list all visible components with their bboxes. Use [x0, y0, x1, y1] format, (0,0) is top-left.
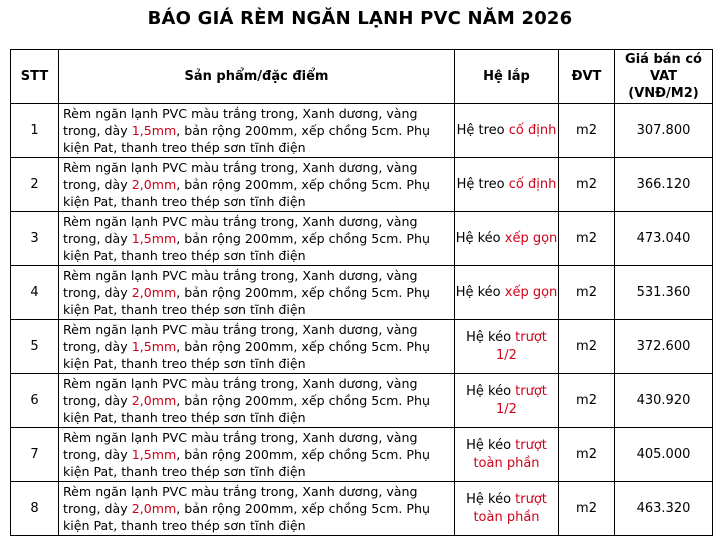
- row-description: [59, 320, 455, 374]
- header-stt: STT: [11, 50, 59, 104]
- desc-text-b: , bản rộng 200mm, xếp chồng 5cm. Phụ kiện Pat, thanh treo thép sơn tĩnh điện: [63, 177, 430, 209]
- desc-text-a: Rèm ngăn lạnh PVC màu trắng trong, Xanh dương, vàng trong, dày: [63, 106, 418, 138]
- system-mode: trượt toàn phần: [473, 491, 547, 525]
- row-price: 307.800: [615, 104, 713, 158]
- thickness-value: 2,0mm: [131, 177, 177, 192]
- desc-text-b: , bản rộng 200mm, xếp chồng 5cm. Phụ kiện Pat, thanh treo thép sơn tĩnh điện: [63, 123, 430, 155]
- row-price: 366.120: [615, 158, 713, 212]
- system-type: Hệ kéo: [455, 230, 505, 246]
- row-description: [59, 374, 455, 428]
- table-row: [11, 266, 713, 320]
- header-price-line2: VAT: [649, 69, 678, 84]
- thickness-value: 1,5mm: [131, 231, 177, 246]
- row-price: 372.600: [615, 320, 713, 374]
- row-system: [455, 482, 559, 536]
- row-stt: 5: [11, 320, 59, 374]
- row-unit: m2: [559, 266, 615, 320]
- row-price: 473.040: [615, 212, 713, 266]
- row-unit: m2: [559, 104, 615, 158]
- thickness-value: 1,5mm: [131, 447, 177, 462]
- row-description: [59, 158, 455, 212]
- system-type: Hệ kéo: [466, 491, 516, 507]
- thickness-value: 2,0mm: [131, 393, 177, 408]
- header-system: Hệ lắp: [455, 50, 559, 104]
- thickness-value: 1,5mm: [131, 123, 177, 138]
- header-price: [615, 50, 713, 104]
- desc-text-b: , bản rộng 200mm, xếp chồng 5cm. Phụ kiện Pat, thanh treo thép sơn tĩnh điện: [63, 285, 430, 317]
- row-price: 531.360: [615, 266, 713, 320]
- row-system: [455, 320, 559, 374]
- row-description: [59, 104, 455, 158]
- row-stt: 3: [11, 212, 59, 266]
- header-product: Sản phẩm/đặc điểm: [59, 50, 455, 104]
- page-title: BÁO GIÁ RÈM NGĂN LẠNH PVC NĂM 2026: [147, 8, 573, 29]
- system-mode: trượt 1/2: [496, 383, 547, 417]
- thickness-value: 2,0mm: [131, 285, 177, 300]
- row-unit: m2: [559, 482, 615, 536]
- table-row: [11, 428, 713, 482]
- row-system: [455, 212, 559, 266]
- header-unit: ĐVT: [559, 50, 615, 104]
- system-mode: xếp gọn: [504, 230, 558, 246]
- desc-text-b: , bản rộng 200mm, xếp chồng 5cm. Phụ kiện Pat, thanh treo thép sơn tĩnh điện: [63, 501, 430, 533]
- system-mode: cố định: [508, 176, 557, 192]
- price-table: [10, 49, 713, 536]
- system-mode: trượt toàn phần: [473, 437, 547, 471]
- row-description: [59, 266, 455, 320]
- table-row: [11, 212, 713, 266]
- row-unit: m2: [559, 374, 615, 428]
- desc-text-b: , bản rộng 200mm, xếp chồng 5cm. Phụ kiện Pat, thanh treo thép sơn tĩnh điện: [63, 231, 430, 263]
- row-system: [455, 428, 559, 482]
- row-description: [59, 212, 455, 266]
- desc-text-a: Rèm ngăn lạnh PVC màu trắng trong, Xanh dương, vàng trong, dày: [63, 430, 418, 462]
- thickness-value: 2,0mm: [131, 501, 177, 516]
- row-stt: 8: [11, 482, 59, 536]
- row-stt: 1: [11, 104, 59, 158]
- row-price: 405.000: [615, 428, 713, 482]
- desc-text-a: Rèm ngăn lạnh PVC màu trắng trong, Xanh dương, vàng trong, dày: [63, 484, 418, 516]
- system-mode: cố định: [508, 122, 557, 138]
- desc-text-a: Rèm ngăn lạnh PVC màu trắng trong, Xanh dương, vàng trong, dày: [63, 322, 418, 354]
- row-price: 430.920: [615, 374, 713, 428]
- row-stt: 7: [11, 428, 59, 482]
- row-price: 463.320: [615, 482, 713, 536]
- desc-text-b: , bản rộng 200mm, xếp chồng 5cm. Phụ kiện Pat, thanh treo thép sơn tĩnh điện: [63, 447, 430, 479]
- row-stt: 2: [11, 158, 59, 212]
- desc-text-a: Rèm ngăn lạnh PVC màu trắng trong, Xanh dương, vàng trong, dày: [63, 214, 418, 246]
- table-row: [11, 104, 713, 158]
- desc-text-a: Rèm ngăn lạnh PVC màu trắng trong, Xanh dương, vàng trong, dày: [63, 268, 418, 300]
- desc-text-a: Rèm ngăn lạnh PVC màu trắng trong, Xanh dương, vàng trong, dày: [63, 160, 418, 192]
- row-stt: 4: [11, 266, 59, 320]
- system-type: Hệ kéo: [466, 383, 516, 399]
- table-row: [11, 158, 713, 212]
- header-price-line3: (VNĐ/M2): [628, 86, 699, 101]
- table-row: [11, 374, 713, 428]
- table-row: [11, 320, 713, 374]
- system-type: Hệ kéo: [466, 437, 516, 453]
- row-system: [455, 374, 559, 428]
- row-unit: m2: [559, 158, 615, 212]
- row-system: [455, 266, 559, 320]
- desc-text-b: , bản rộng 200mm, xếp chồng 5cm. Phụ kiện Pat, thanh treo thép sơn tĩnh điện: [63, 339, 430, 371]
- system-mode: trượt 1/2: [496, 329, 547, 363]
- row-system: [455, 158, 559, 212]
- desc-text-a: Rèm ngăn lạnh PVC màu trắng trong, Xanh dương, vàng trong, dày: [63, 376, 418, 408]
- row-unit: m2: [559, 428, 615, 482]
- row-system: [455, 104, 559, 158]
- row-description: [59, 428, 455, 482]
- header-price-line1: Giá bán có: [625, 52, 702, 67]
- system-type: Hệ treo: [456, 122, 509, 138]
- row-description: [59, 482, 455, 536]
- row-unit: m2: [559, 320, 615, 374]
- row-unit: m2: [559, 212, 615, 266]
- system-type: Hệ kéo: [466, 329, 516, 345]
- system-mode: xếp gọn: [504, 284, 558, 300]
- system-type: Hệ treo: [456, 176, 509, 192]
- table-header-row: [11, 50, 713, 104]
- row-stt: 6: [11, 374, 59, 428]
- thickness-value: 1,5mm: [131, 339, 177, 354]
- table-row: [11, 482, 713, 536]
- system-type: Hệ kéo: [455, 284, 505, 300]
- desc-text-b: , bản rộng 200mm, xếp chồng 5cm. Phụ kiện Pat, thanh treo thép sơn tĩnh điện: [63, 393, 430, 425]
